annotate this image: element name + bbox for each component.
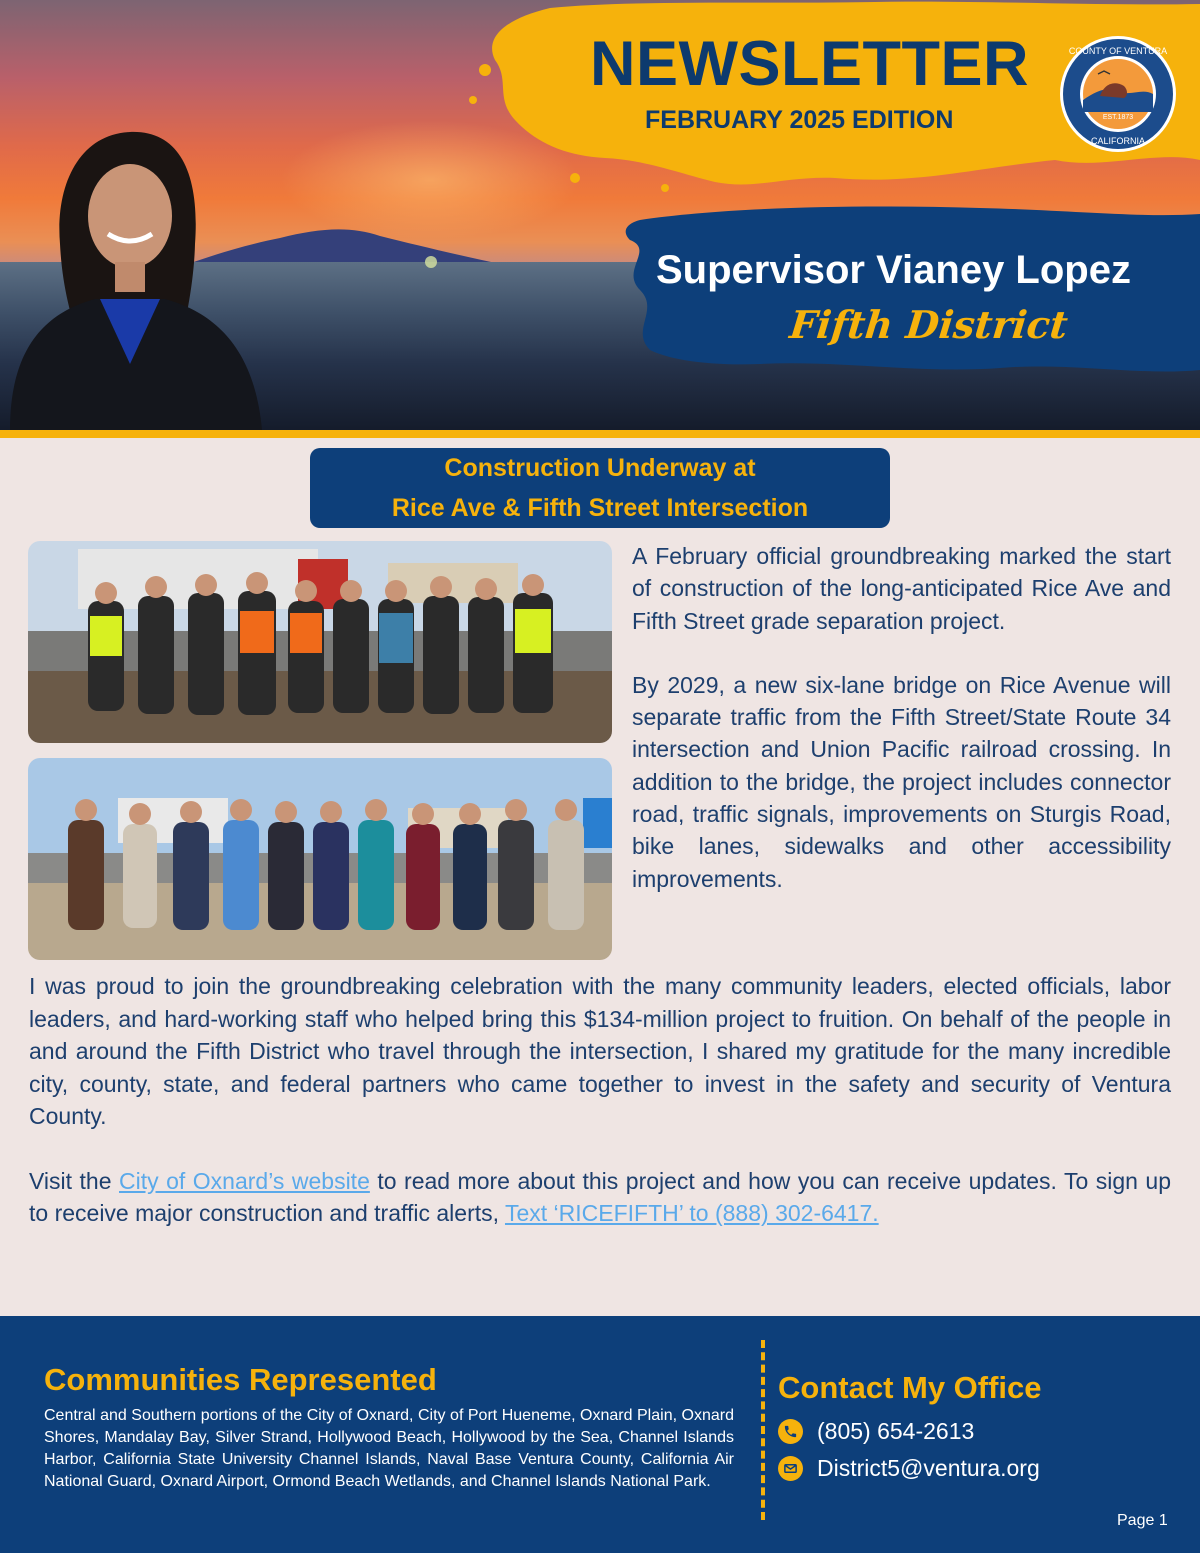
contact-email[interactable] <box>778 1455 1040 1482</box>
newsletter-title: NEWSLETTER <box>590 29 1029 99</box>
communities-text: Central and Southern portions of the City of Oxnard, City of Port Hueneme, Oxnard Plain, Oxnard Shores, Mandalay Bay, Silver Strand, Hollywood Beach, Hollywood by the Sea, Channel Islands Harbor, California State University Channel Islands, Naval Base Ventura County, California Air National Guard, Oxnard Airport, Ormond Beach Wetlands, and Channel Islands National Park. <box>44 1407 734 1490</box>
contact-title: Contact My Office <box>778 1370 1042 1405</box>
page-number: Page 1 <box>1117 1512 1168 1529</box>
article-paragraph-4 <box>29 1165 1171 1230</box>
supervisor-name: Supervisor Vianey Lopez <box>656 248 1131 292</box>
header-divider <box>0 430 1200 438</box>
text-alerts-link[interactable]: Text ‘RICEFIFTH’ to (888) 302-6417. <box>504 1200 879 1226</box>
district-label: Fifth District <box>787 302 1071 347</box>
county-seal-logo <box>1058 34 1178 154</box>
edition-label: FEBRUARY 2025 EDITION <box>645 106 954 134</box>
headline-line-2: Rice Ave & Fifth Street Intersection <box>391 494 809 522</box>
article-paragraph-2: By 2029, a new six-lane bridge on Rice Avenue will separate traffic from the Fifth Street/State Route 34 intersection and Union Pacific railroad crossing. In addition to the bridge, the project includes connector road, traffic signals, improvements on Sturgis Road, bike lanes, sidewalks and other accessibility improvements. <box>632 671 1171 892</box>
footer-divider <box>761 1340 765 1520</box>
seal-est-text: EST.1873 <box>1102 114 1134 121</box>
contact-phone[interactable] <box>778 1418 974 1445</box>
seal-top-text: COUNTY OF VENTURA <box>1068 46 1168 56</box>
phone-number: (805) 654-2613 <box>817 1418 975 1444</box>
headline-line-1: Construction Underway at <box>444 454 756 482</box>
groundbreaking-photo-crew <box>28 541 612 743</box>
groundbreaking-photo-officials <box>28 758 612 960</box>
para4-text-start: Visit the <box>29 1167 119 1194</box>
article-headline <box>310 448 890 528</box>
boat-light <box>425 256 437 268</box>
article-body <box>29 970 1171 1262</box>
article-paragraph-3: I was proud to join the groundbreaking celebration with the many community leaders, elected officials, labor leaders, and hard-working staff who helped bring this $134-million project to fruition. On behalf of the people in and around the Fifth District who travel through the intersection, I shared my gratitude for the many incredible city, county, state, and federal partners who came together to invest in the safety and security of Ventura County. <box>29 973 1171 1129</box>
article-paragraph-1: A February official groundbreaking marked the start of construction of the long-anticipated Rice Ave and Fifth Street grade separation project. <box>632 543 1171 634</box>
para4-text-middle: to read more about this project and how you can receive updates. To sign up to receive major construction and traffic alerts, <box>29 1167 1171 1226</box>
phone-icon <box>778 1419 803 1444</box>
article-intro <box>632 540 1171 927</box>
city-of-oxnard-link[interactable]: City of Oxnard’s website <box>119 1167 370 1194</box>
email-address: District5@ventura.org <box>817 1455 1040 1481</box>
seal-bottom-text: CALIFORNIA <box>1090 136 1146 146</box>
header-banner <box>0 0 1200 432</box>
communities-title: Communities Represented <box>44 1362 437 1397</box>
supervisor-portrait <box>0 124 275 430</box>
email-icon <box>778 1456 803 1481</box>
